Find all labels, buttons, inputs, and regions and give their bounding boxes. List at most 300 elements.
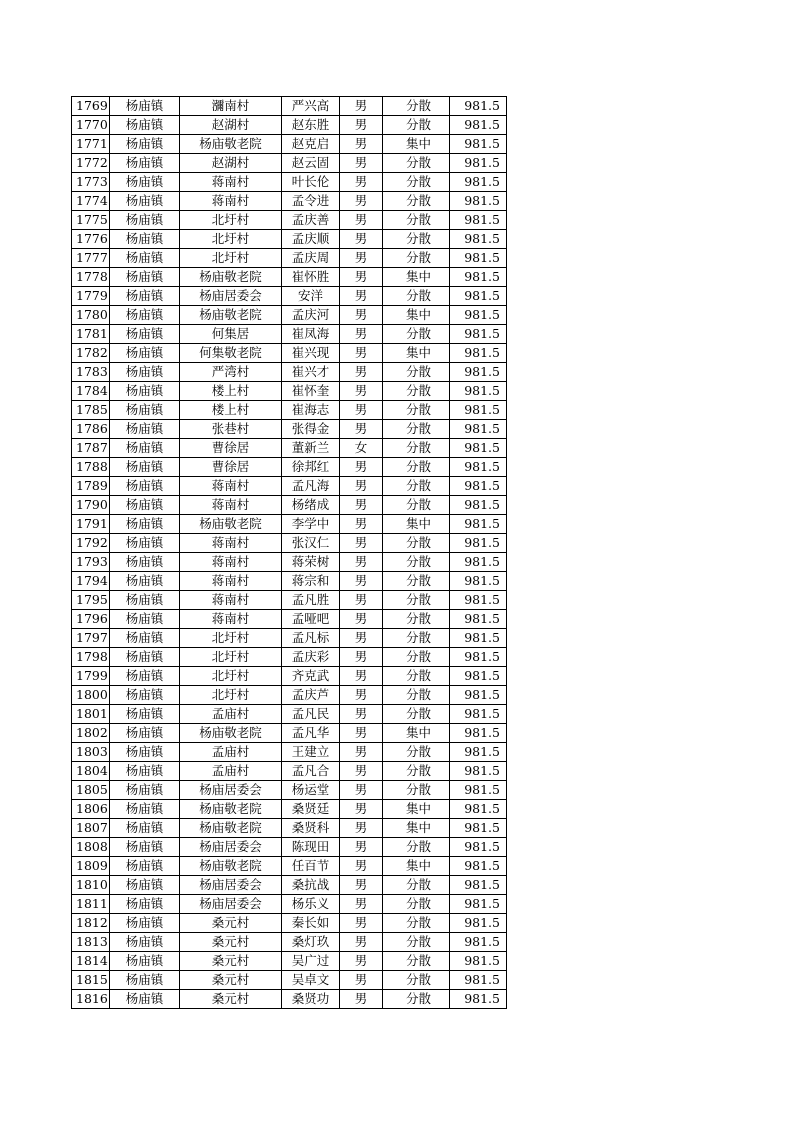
cell-support-type: 分散 [383, 192, 450, 211]
cell-serial-no: 1806 [72, 800, 110, 819]
cell-town: 杨庙镇 [110, 667, 180, 686]
cell-support-type: 集中 [383, 306, 450, 325]
cell-gender: 男 [340, 420, 383, 439]
cell-person-name: 秦长如 [282, 914, 340, 933]
cell-village-unit: 楼上村 [180, 401, 282, 420]
cell-gender: 男 [340, 876, 383, 895]
cell-serial-no: 1810 [72, 876, 110, 895]
cell-village-unit: 蒋南村 [180, 477, 282, 496]
table-row [72, 477, 507, 496]
cell-serial-no: 1790 [72, 496, 110, 515]
cell-amount: 981.5 [450, 553, 507, 572]
table-row [72, 610, 507, 629]
cell-town: 杨庙镇 [110, 648, 180, 667]
cell-gender: 男 [340, 534, 383, 553]
cell-town: 杨庙镇 [110, 268, 180, 287]
cell-support-type: 分散 [383, 610, 450, 629]
cell-amount: 981.5 [450, 458, 507, 477]
cell-gender: 男 [340, 116, 383, 135]
cell-support-type: 集中 [383, 135, 450, 154]
cell-village-unit: 杨庙居委会 [180, 287, 282, 306]
cell-serial-no: 1769 [72, 97, 110, 116]
cell-amount: 981.5 [450, 306, 507, 325]
cell-village-unit: 桑元村 [180, 990, 282, 1009]
table-row [72, 401, 507, 420]
cell-village-unit: 北圩村 [180, 667, 282, 686]
table-row [72, 572, 507, 591]
table-row [72, 325, 507, 344]
cell-serial-no: 1795 [72, 591, 110, 610]
table-row [72, 344, 507, 363]
cell-support-type: 集中 [383, 819, 450, 838]
cell-town: 杨庙镇 [110, 553, 180, 572]
cell-village-unit: 杨庙敬老院 [180, 724, 282, 743]
cell-amount: 981.5 [450, 838, 507, 857]
cell-amount: 981.5 [450, 477, 507, 496]
table-row [72, 173, 507, 192]
cell-person-name: 董新兰 [282, 439, 340, 458]
cell-village-unit: 蒋南村 [180, 572, 282, 591]
cell-person-name: 杨运堂 [282, 781, 340, 800]
cell-support-type: 分散 [383, 553, 450, 572]
cell-amount: 981.5 [450, 781, 507, 800]
cell-village-unit: 北圩村 [180, 249, 282, 268]
cell-town: 杨庙镇 [110, 382, 180, 401]
table-row [72, 933, 507, 952]
cell-serial-no: 1814 [72, 952, 110, 971]
cell-gender: 男 [340, 344, 383, 363]
cell-person-name: 桑抗战 [282, 876, 340, 895]
cell-town: 杨庙镇 [110, 876, 180, 895]
cell-amount: 981.5 [450, 420, 507, 439]
cell-gender: 男 [340, 591, 383, 610]
cell-support-type: 集中 [383, 800, 450, 819]
cell-serial-no: 1805 [72, 781, 110, 800]
cell-support-type: 集中 [383, 515, 450, 534]
cell-serial-no: 1807 [72, 819, 110, 838]
cell-village-unit: 桑元村 [180, 952, 282, 971]
cell-serial-no: 1787 [72, 439, 110, 458]
cell-village-unit: 桑元村 [180, 914, 282, 933]
cell-person-name: 孟庆河 [282, 306, 340, 325]
cell-gender: 女 [340, 439, 383, 458]
cell-gender: 男 [340, 629, 383, 648]
cell-person-name: 孟庆善 [282, 211, 340, 230]
cell-amount: 981.5 [450, 629, 507, 648]
cell-town: 杨庙镇 [110, 515, 180, 534]
cell-serial-no: 1788 [72, 458, 110, 477]
cell-serial-no: 1809 [72, 857, 110, 876]
cell-town: 杨庙镇 [110, 230, 180, 249]
cell-support-type: 分散 [383, 648, 450, 667]
table-row [72, 667, 507, 686]
table-row [72, 363, 507, 382]
cell-support-type: 分散 [383, 933, 450, 952]
cell-gender: 男 [340, 705, 383, 724]
cell-person-name: 崔凤海 [282, 325, 340, 344]
cell-serial-no: 1774 [72, 192, 110, 211]
cell-support-type: 分散 [383, 382, 450, 401]
cell-amount: 981.5 [450, 211, 507, 230]
table-row [72, 686, 507, 705]
cell-town: 杨庙镇 [110, 344, 180, 363]
cell-gender: 男 [340, 325, 383, 344]
cell-support-type: 分散 [383, 173, 450, 192]
table-row [72, 553, 507, 572]
table-row [72, 743, 507, 762]
cell-gender: 男 [340, 287, 383, 306]
cell-village-unit: 赵湖村 [180, 116, 282, 135]
cell-amount: 981.5 [450, 667, 507, 686]
cell-support-type: 分散 [383, 325, 450, 344]
cell-serial-no: 1808 [72, 838, 110, 857]
table-row [72, 971, 507, 990]
cell-support-type: 分散 [383, 458, 450, 477]
cell-serial-no: 1792 [72, 534, 110, 553]
cell-serial-no: 1784 [72, 382, 110, 401]
table-row [72, 534, 507, 553]
cell-amount: 981.5 [450, 173, 507, 192]
cell-person-name: 崔兴才 [282, 363, 340, 382]
cell-gender: 男 [340, 610, 383, 629]
cell-support-type: 分散 [383, 287, 450, 306]
cell-amount: 981.5 [450, 762, 507, 781]
cell-village-unit: 孟庙村 [180, 743, 282, 762]
cell-serial-no: 1770 [72, 116, 110, 135]
cell-serial-no: 1801 [72, 705, 110, 724]
cell-person-name: 孟哑吧 [282, 610, 340, 629]
table-row [72, 629, 507, 648]
cell-amount: 981.5 [450, 116, 507, 135]
cell-village-unit: 何集敬老院 [180, 344, 282, 363]
table-row [72, 496, 507, 515]
cell-village-unit: 瀰南村 [180, 97, 282, 116]
cell-amount: 981.5 [450, 439, 507, 458]
cell-serial-no: 1775 [72, 211, 110, 230]
cell-gender: 男 [340, 743, 383, 762]
cell-gender: 男 [340, 667, 383, 686]
cell-amount: 981.5 [450, 363, 507, 382]
cell-person-name: 徐邦红 [282, 458, 340, 477]
cell-serial-no: 1811 [72, 895, 110, 914]
cell-town: 杨庙镇 [110, 705, 180, 724]
table-row [72, 591, 507, 610]
cell-village-unit: 北圩村 [180, 211, 282, 230]
cell-serial-no: 1797 [72, 629, 110, 648]
cell-person-name: 崔怀胜 [282, 268, 340, 287]
cell-amount: 981.5 [450, 800, 507, 819]
cell-village-unit: 杨庙敬老院 [180, 268, 282, 287]
cell-amount: 981.5 [450, 287, 507, 306]
cell-gender: 男 [340, 648, 383, 667]
cell-person-name: 蒋荣树 [282, 553, 340, 572]
cell-town: 杨庙镇 [110, 458, 180, 477]
table-row [72, 819, 507, 838]
cell-support-type: 集中 [383, 857, 450, 876]
cell-amount: 981.5 [450, 705, 507, 724]
cell-town: 杨庙镇 [110, 154, 180, 173]
cell-support-type: 分散 [383, 971, 450, 990]
table-row [72, 876, 507, 895]
cell-serial-no: 1796 [72, 610, 110, 629]
cell-person-name: 孟凡海 [282, 477, 340, 496]
cell-gender: 男 [340, 553, 383, 572]
cell-gender: 男 [340, 382, 383, 401]
table-row [72, 211, 507, 230]
cell-amount: 981.5 [450, 97, 507, 116]
cell-gender: 男 [340, 97, 383, 116]
table-row [72, 458, 507, 477]
cell-support-type: 分散 [383, 439, 450, 458]
cell-serial-no: 1778 [72, 268, 110, 287]
cell-amount: 981.5 [450, 610, 507, 629]
cell-support-type: 分散 [383, 952, 450, 971]
cell-town: 杨庙镇 [110, 610, 180, 629]
cell-amount: 981.5 [450, 952, 507, 971]
cell-support-type: 分散 [383, 97, 450, 116]
cell-support-type: 集中 [383, 724, 450, 743]
cell-town: 杨庙镇 [110, 192, 180, 211]
cell-person-name: 桑贤功 [282, 990, 340, 1009]
cell-village-unit: 楼上村 [180, 382, 282, 401]
cell-village-unit: 杨庙敬老院 [180, 515, 282, 534]
cell-support-type: 分散 [383, 876, 450, 895]
cell-amount: 981.5 [450, 534, 507, 553]
cell-town: 杨庙镇 [110, 724, 180, 743]
cell-serial-no: 1793 [72, 553, 110, 572]
cell-gender: 男 [340, 933, 383, 952]
cell-town: 杨庙镇 [110, 990, 180, 1009]
cell-serial-no: 1813 [72, 933, 110, 952]
cell-support-type: 分散 [383, 762, 450, 781]
cell-serial-no: 1782 [72, 344, 110, 363]
cell-amount: 981.5 [450, 933, 507, 952]
cell-village-unit: 严湾村 [180, 363, 282, 382]
cell-town: 杨庙镇 [110, 781, 180, 800]
cell-support-type: 分散 [383, 420, 450, 439]
cell-village-unit: 北圩村 [180, 629, 282, 648]
cell-gender: 男 [340, 952, 383, 971]
cell-person-name: 孟凡胜 [282, 591, 340, 610]
cell-village-unit: 杨庙敬老院 [180, 819, 282, 838]
cell-village-unit: 杨庙敬老院 [180, 306, 282, 325]
cell-village-unit: 曹徐居 [180, 458, 282, 477]
cell-person-name: 安洋 [282, 287, 340, 306]
cell-amount: 981.5 [450, 857, 507, 876]
cell-town: 杨庙镇 [110, 477, 180, 496]
cell-town: 杨庙镇 [110, 306, 180, 325]
table-row [72, 192, 507, 211]
cell-town: 杨庙镇 [110, 629, 180, 648]
cell-support-type: 分散 [383, 154, 450, 173]
cell-support-type: 分散 [383, 363, 450, 382]
cell-person-name: 崔海志 [282, 401, 340, 420]
cell-amount: 981.5 [450, 230, 507, 249]
cell-gender: 男 [340, 192, 383, 211]
cell-person-name: 赵东胜 [282, 116, 340, 135]
cell-support-type: 分散 [383, 743, 450, 762]
cell-support-type: 分散 [383, 211, 450, 230]
cell-person-name: 孟庆周 [282, 249, 340, 268]
cell-amount: 981.5 [450, 990, 507, 1009]
cell-town: 杨庙镇 [110, 800, 180, 819]
cell-village-unit: 杨庙居委会 [180, 895, 282, 914]
cell-amount: 981.5 [450, 154, 507, 173]
cell-serial-no: 1799 [72, 667, 110, 686]
cell-amount: 981.5 [450, 496, 507, 515]
cell-support-type: 分散 [383, 781, 450, 800]
cell-town: 杨庙镇 [110, 249, 180, 268]
table-row [72, 97, 507, 116]
cell-village-unit: 桑元村 [180, 933, 282, 952]
cell-serial-no: 1791 [72, 515, 110, 534]
table-row [72, 116, 507, 135]
cell-amount: 981.5 [450, 192, 507, 211]
cell-amount: 981.5 [450, 819, 507, 838]
table-row [72, 895, 507, 914]
cell-serial-no: 1772 [72, 154, 110, 173]
cell-town: 杨庙镇 [110, 933, 180, 952]
cell-support-type: 分散 [383, 230, 450, 249]
cell-amount: 981.5 [450, 249, 507, 268]
cell-serial-no: 1798 [72, 648, 110, 667]
cell-gender: 男 [340, 268, 383, 287]
cell-amount: 981.5 [450, 686, 507, 705]
cell-support-type: 分散 [383, 990, 450, 1009]
cell-town: 杨庙镇 [110, 914, 180, 933]
cell-person-name: 赵云固 [282, 154, 340, 173]
cell-amount: 981.5 [450, 344, 507, 363]
cell-serial-no: 1780 [72, 306, 110, 325]
cell-gender: 男 [340, 230, 383, 249]
cell-support-type: 分散 [383, 667, 450, 686]
table-row [72, 781, 507, 800]
table-row [72, 287, 507, 306]
cell-person-name: 严兴高 [282, 97, 340, 116]
cell-town: 杨庙镇 [110, 591, 180, 610]
cell-serial-no: 1816 [72, 990, 110, 1009]
cell-amount: 981.5 [450, 135, 507, 154]
cell-person-name: 吴广过 [282, 952, 340, 971]
cell-village-unit: 赵湖村 [180, 154, 282, 173]
cell-gender: 男 [340, 306, 383, 325]
cell-gender: 男 [340, 895, 383, 914]
table-row [72, 724, 507, 743]
cell-support-type: 分散 [383, 591, 450, 610]
cell-serial-no: 1812 [72, 914, 110, 933]
cell-person-name: 叶长伦 [282, 173, 340, 192]
cell-person-name: 赵克启 [282, 135, 340, 154]
cell-town: 杨庙镇 [110, 838, 180, 857]
table-row [72, 382, 507, 401]
cell-serial-no: 1802 [72, 724, 110, 743]
cell-village-unit: 杨庙居委会 [180, 781, 282, 800]
cell-town: 杨庙镇 [110, 743, 180, 762]
cell-serial-no: 1779 [72, 287, 110, 306]
cell-amount: 981.5 [450, 895, 507, 914]
cell-person-name: 孟庆芦 [282, 686, 340, 705]
table-row [72, 914, 507, 933]
table-row [72, 306, 507, 325]
cell-village-unit: 杨庙居委会 [180, 838, 282, 857]
cell-gender: 男 [340, 686, 383, 705]
cell-serial-no: 1803 [72, 743, 110, 762]
cell-serial-no: 1794 [72, 572, 110, 591]
cell-town: 杨庙镇 [110, 97, 180, 116]
cell-support-type: 分散 [383, 572, 450, 591]
table-row [72, 515, 507, 534]
table-row [72, 154, 507, 173]
cell-gender: 男 [340, 363, 383, 382]
cell-town: 杨庙镇 [110, 363, 180, 382]
cell-amount: 981.5 [450, 743, 507, 762]
cell-village-unit: 孟庙村 [180, 762, 282, 781]
cell-town: 杨庙镇 [110, 572, 180, 591]
cell-person-name: 孟凡标 [282, 629, 340, 648]
cell-support-type: 分散 [383, 116, 450, 135]
cell-amount: 981.5 [450, 382, 507, 401]
cell-support-type: 分散 [383, 914, 450, 933]
cell-town: 杨庙镇 [110, 686, 180, 705]
cell-gender: 男 [340, 249, 383, 268]
cell-village-unit: 张巷村 [180, 420, 282, 439]
cell-town: 杨庙镇 [110, 496, 180, 515]
table-row [72, 990, 507, 1009]
cell-person-name: 齐克武 [282, 667, 340, 686]
cell-town: 杨庙镇 [110, 173, 180, 192]
cell-town: 杨庙镇 [110, 325, 180, 344]
table-row [72, 648, 507, 667]
cell-gender: 男 [340, 496, 383, 515]
cell-person-name: 王建立 [282, 743, 340, 762]
cell-town: 杨庙镇 [110, 857, 180, 876]
cell-support-type: 集中 [383, 268, 450, 287]
cell-village-unit: 蒋南村 [180, 173, 282, 192]
cell-support-type: 分散 [383, 401, 450, 420]
cell-gender: 男 [340, 990, 383, 1009]
cell-amount: 981.5 [450, 325, 507, 344]
cell-gender: 男 [340, 857, 383, 876]
cell-town: 杨庙镇 [110, 439, 180, 458]
cell-village-unit: 北圩村 [180, 686, 282, 705]
cell-gender: 男 [340, 211, 383, 230]
cell-support-type: 分散 [383, 705, 450, 724]
cell-person-name: 孟凡民 [282, 705, 340, 724]
table-row [72, 952, 507, 971]
cell-serial-no: 1776 [72, 230, 110, 249]
cell-village-unit: 曹徐居 [180, 439, 282, 458]
cell-town: 杨庙镇 [110, 819, 180, 838]
cell-person-name: 陈现田 [282, 838, 340, 857]
cell-person-name: 吴卓文 [282, 971, 340, 990]
cell-serial-no: 1800 [72, 686, 110, 705]
table-row [72, 268, 507, 287]
cell-support-type: 分散 [383, 629, 450, 648]
table-row [72, 230, 507, 249]
cell-village-unit: 杨庙敬老院 [180, 800, 282, 819]
cell-village-unit: 北圩村 [180, 648, 282, 667]
table-body [72, 97, 507, 1009]
cell-person-name: 孟庆顺 [282, 230, 340, 249]
table-row [72, 439, 507, 458]
cell-gender: 男 [340, 458, 383, 477]
cell-village-unit: 蒋南村 [180, 534, 282, 553]
cell-gender: 男 [340, 800, 383, 819]
cell-gender: 男 [340, 135, 383, 154]
table-row [72, 800, 507, 819]
cell-person-name: 桑贤科 [282, 819, 340, 838]
cell-person-name: 孟令进 [282, 192, 340, 211]
